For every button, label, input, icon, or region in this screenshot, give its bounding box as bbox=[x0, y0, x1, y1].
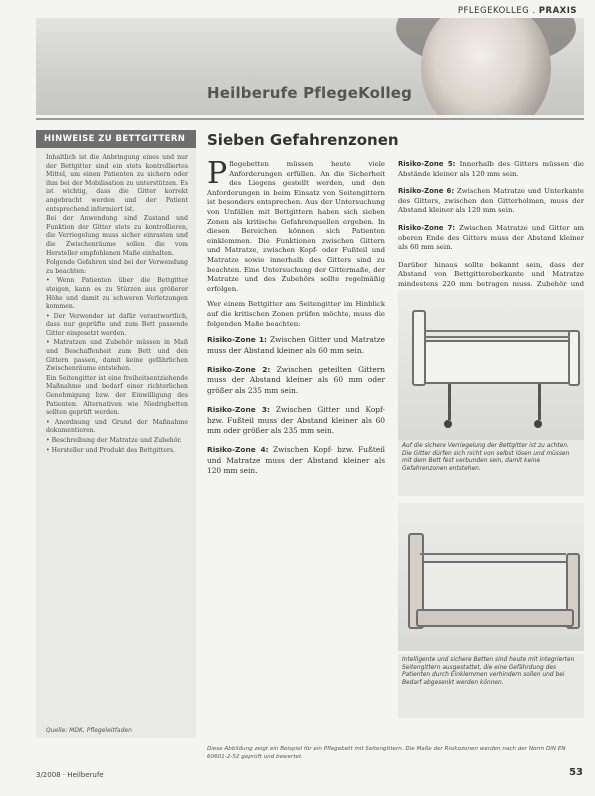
footer-issue: 3/2008 · Heilberufe bbox=[36, 771, 104, 779]
risk-zone-4: Risiko-Zone 4: Zwischen Kopf- bzw. Fußteil und Matratze muss der Abstand kleiner als 120 mm sein. bbox=[207, 445, 385, 476]
article-closing: Darüber hinaus sollte bekannt sein, dass der Abstand von Bettgitteroberkante und Matratze mindestens 220 mm betragen muss. Zubehör und bbox=[398, 260, 584, 288]
bed-wheel bbox=[444, 420, 452, 428]
bed-mattress bbox=[420, 340, 574, 384]
sidebar-box bbox=[36, 130, 196, 738]
section-right: PRAXIS bbox=[538, 6, 577, 16]
bed-photo-2 bbox=[398, 503, 584, 651]
section-left: PFLEGEKOLLEG bbox=[457, 6, 530, 16]
sidebar-paragraph: • Der Verwender ist dafür verantwortlich, dass nur geprüfte und zum Bett passende Gitter eingesetzt werden. bbox=[46, 312, 188, 337]
sidebar-heading: HINWEISE ZU BETTGITTERN bbox=[36, 130, 196, 148]
photo-caption-2: Intelligente und sichere Betten sind heute mit integrierten Seitengittern ausgestattet, die eine Gefährdung des Patienten durch Einklemmen verhindern sollen und bei Bedarf abgesenkt werden können. bbox=[398, 654, 584, 718]
bed-side-rail bbox=[424, 330, 570, 332]
drop-cap: P bbox=[207, 156, 228, 191]
bed-photo-1 bbox=[398, 290, 584, 440]
bed-wheel bbox=[534, 420, 542, 428]
article-intro-2: Wer einem Bettgitter am Seitengitter im Hinblick auf die kritischen Zonen prüfen möchte, muss die folgenden Maße beachten: bbox=[207, 300, 385, 328]
article-intro: Pflegebetten müssen heute viele Anforderungen erfüllen. An die Sicherheit des Liegens gestellt werden, und den Anforderungen in beim Einsatz von Seitengittern ist besonders entsprechen. Aus der Untersuchung von Unfällen mit Bettgittern haben sich sieben Zonen als kritische Gefahrenquellen ergeben. In diesen Bereichen können sich Patienten einklemmen. Die Funktionen zwischen Gittern und Matratze, zwischen Kopf- oder Fußteil und Matratze sowie innerhalb des Gitters sind zu beachten. Eine Untersuchung der Gittermaße, der Matratze und des Zubehörs sollte regelmäßig erfolgen. bbox=[207, 156, 385, 293]
article-column-1 bbox=[207, 156, 385, 486]
banner-title: Heilberufe PflegeKolleg bbox=[207, 84, 413, 102]
sidebar-paragraph: Folgende Gefahren sind bei der Verwendung zu beachten: bbox=[46, 259, 188, 275]
sidebar-paragraph: Bei der Anwendung sind Zustand und Funktion der Gitter stets zu kontrollieren, die Verriegelung muss sicher einrasten und die Zwischenräume sollen die vom Hersteller empfohlenen Maße einhalten. bbox=[46, 215, 188, 257]
bed-mattress bbox=[416, 561, 574, 611]
risk-zone-1: Risiko-Zone 1: Zwischen Gitter und Matratze muss der Abstand kleiner als 60 mm sein. bbox=[207, 335, 385, 355]
bed-headboard bbox=[412, 310, 426, 386]
sidebar-paragraph: • Matratzen und Zubehör müssen in Maß und Beschaffenheit zum Bett und den Gittern passen, damit keine gefährlichen Zwischenräume entstehen. bbox=[46, 339, 188, 373]
sidebar-paragraph: Inhaltlich ist die Anbringung eines und nur der Bettgitter sind ein stets kontrolliertes Mittel, um einen Patienten zu sichern oder ihm bei der Mobilisation zu unterstützen. Es ist wichtig, dass die Gitter korrekt angebracht werden und der Patient entsprechend informiert ist. bbox=[46, 154, 188, 213]
section-header: PFLEGEKOLLEG . PRAXIS bbox=[457, 6, 577, 16]
article-column-2 bbox=[398, 160, 584, 307]
sidebar-paragraph: • Hersteller und Produkt des Bettgitters. bbox=[46, 446, 176, 454]
bed-side-rail bbox=[424, 336, 570, 338]
bed-base bbox=[416, 609, 574, 627]
banner-photo bbox=[421, 18, 551, 115]
sidebar-paragraph: • Beschreibung der Matratze und Zubehör. bbox=[46, 437, 182, 444]
sidebar-paragraph: • Anordnung und Grund der Maßnahme dokumentieren. bbox=[46, 418, 188, 435]
article-title: Sieben Gefahrenzonen bbox=[207, 131, 399, 149]
sidebar-paragraph: • Wenn Patienten über die Bettgitter steigen, kann es zu Stürzen aus größerer Höhe und damit zu schweren Verletzungen kommen. bbox=[46, 277, 188, 311]
header-rule bbox=[36, 118, 584, 120]
risk-zone-5: Risiko-Zone 5: Innerhalb des Gitters müssen die Abstände kleiner als 120 mm sein. bbox=[398, 160, 585, 178]
page-footnote: Diese Abbildung zeigt ein Beispiel für ein Pflegebett mit Seitengittern. Die Maße der Risikozonen werden nach der Norm DIN EN 60601-2-52 geprüft und bewertet. bbox=[207, 746, 566, 760]
risk-zone-2: Risiko-Zone 2: Zwischen geteilten Gittern muss der Abstand kleiner als 60 mm oder größer als 235 mm sein. bbox=[207, 364, 385, 395]
bed-footboard bbox=[568, 330, 580, 386]
bed-leg bbox=[448, 384, 451, 420]
sidebar-paragraph: Ein Seitengitter ist eine freiheitsentziehende Maßnahme und bedarf einer richterlichen Genehmigung bzw. der Einwilligung des Patienten. Alternativen wie Niedrigbetten sollten geprüft werden. bbox=[46, 374, 188, 417]
bed-leg bbox=[538, 384, 541, 420]
photo-caption-1: Auf die sichere Verriegelung der Bettgitter ist zu achten. Die Gitter dürfen sich nicht von selbst lösen und müssen mit dem Bett fest verbunden sein, damit keine Gefahrenzonen entstehen. bbox=[398, 440, 584, 496]
risk-zone-6: Risiko-Zone 6: Zwischen Matratze und Unterkante des Gitters, zwischen den Gitterholmen, muss der Abstand kleiner als 120 mm sein. bbox=[398, 187, 584, 215]
sidebar-text bbox=[36, 148, 196, 455]
bed-side-rail bbox=[420, 553, 566, 555]
page-number: 53 bbox=[569, 767, 583, 778]
risk-zone-3: Risiko-Zone 3: Zwischen Gitter und Kopf- bzw. Fußteil muss der Abstand kleiner als 60 mm oder größer als 235 mm sein. bbox=[207, 405, 385, 435]
risk-zone-7: Risiko-Zone 7: Zwischen Matratze und Gitter am oberen Ende des Gitters muss der Abstand kleiner als 60 mm sein. bbox=[398, 223, 584, 252]
sidebar-source: Quelle: MDK, Pflegeleitfaden bbox=[46, 727, 132, 734]
